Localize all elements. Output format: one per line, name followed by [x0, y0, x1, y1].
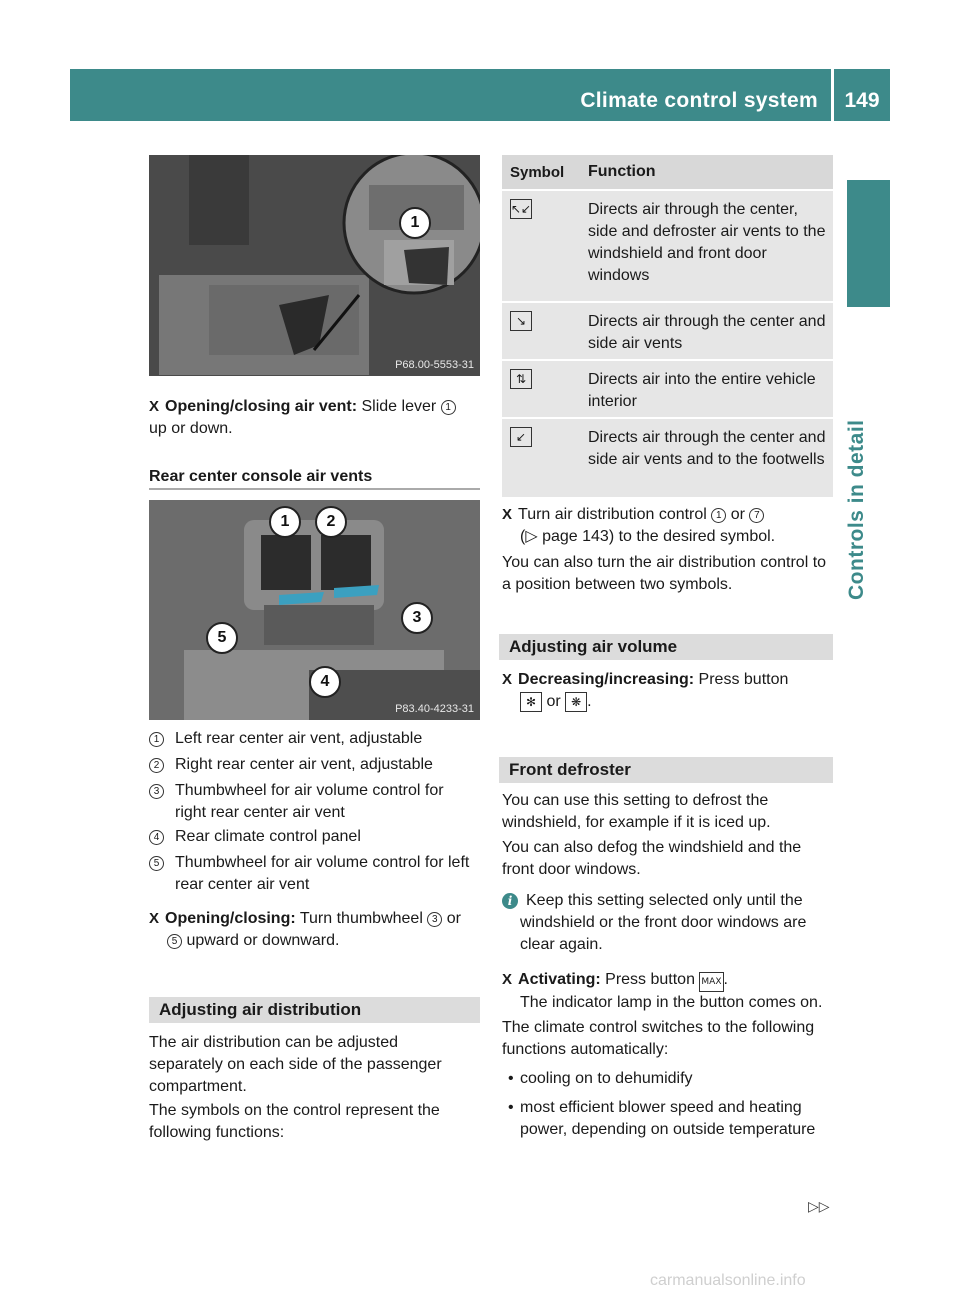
instruction-air-volume: X Decreasing/increasing: Press button ✻ or ❋ .: [502, 671, 789, 710]
instruction-text: Turn thumbwheel: [299, 910, 423, 927]
legend-number: 3: [149, 784, 164, 799]
instruction-arrow-icon: X: [502, 506, 513, 523]
table-cell-function: Directs air into the entire vehicle interior: [588, 371, 816, 410]
figure2-callout-2: 2: [315, 506, 347, 538]
table-cell-function: Directs air through the center and side air vents: [588, 313, 826, 352]
info-text: Keep this setting selected only until the windshield or the front door windows are clear again.: [520, 892, 807, 953]
instruction-or: or: [546, 693, 561, 710]
bullet-text: most efficient blower speed and heating power, depending on outside temperature: [520, 1099, 816, 1138]
list-item: [508, 1097, 833, 1138]
instruction-or: or: [730, 506, 745, 523]
legend-item: [149, 852, 480, 893]
header-bar: [70, 69, 890, 121]
instruction-text: Press button: [605, 971, 695, 988]
table-row: [502, 303, 833, 361]
defroster-para-1: You can use this setting to defrost the windshield, for example if it is iced up.: [502, 792, 771, 831]
defroster-para-2: You can also defog the windshield and the front door windows.: [502, 839, 802, 878]
legend-item: [149, 728, 480, 750]
instruction-turn-distribution: [502, 504, 833, 548]
bullet-icon: •: [508, 1099, 514, 1116]
instruction-label: Opening/closing air vent:: [165, 398, 358, 415]
ref-number: 1: [711, 508, 726, 523]
legend-number: 2: [149, 758, 164, 773]
table-cell-function: Directs air through the center and side air vents and to the footwells: [588, 429, 826, 468]
fan-increase-icon: ❋: [565, 692, 587, 712]
air-entire-symbol-icon: ⇅: [510, 369, 532, 389]
legend-text: Right rear center air vent, adjustable: [175, 756, 433, 773]
distribution-note: You can also turn the air distribution control to a position between two symbols.: [502, 554, 827, 593]
figure2-code: P83.40-4233-31: [395, 703, 474, 715]
figure-rear-console-vents: [149, 500, 480, 720]
legend-item: [149, 754, 480, 776]
instruction-text: Turn air distribution control: [518, 506, 707, 523]
page-reference: (▷ page 143) to the desired symbol.: [520, 528, 776, 545]
table-row: [502, 191, 833, 303]
instruction-arrow-icon: X: [149, 398, 160, 415]
instruction-text-end: up or down.: [149, 420, 233, 437]
instruction-result: The indicator lamp in the button comes on.: [520, 994, 823, 1011]
legend-text: Thumbwheel for air volume control for right rear center air vent: [175, 782, 444, 821]
ref-number: 1: [441, 400, 456, 415]
legend-item: [149, 780, 480, 821]
legend-item: [149, 826, 480, 848]
section-rule: [149, 488, 480, 490]
air-center-symbol-icon: ↘: [510, 311, 532, 331]
distribution-para-1: The air distribution can be adjusted separately on each side of the passenger compartment.: [149, 1034, 442, 1095]
watermark: carmanualsonline.info: [650, 1272, 806, 1289]
table-header-function: Function: [588, 163, 656, 180]
instruction-label: Opening/closing:: [165, 910, 296, 927]
defroster-switch-text: The climate control switches to the following functions automatically:: [502, 1019, 815, 1058]
side-tab-label: Controls in detail: [845, 419, 868, 600]
table-header-row: [502, 155, 833, 191]
figure1-callout-1: 1: [399, 207, 431, 239]
instruction-label: Decreasing/increasing:: [518, 671, 695, 688]
table-header-symbol: Symbol: [510, 163, 565, 181]
fan-decrease-icon: ✻: [520, 692, 542, 712]
table-cell-function: Directs air through the center, side and defroster air vents to the windshield and front door windows: [588, 201, 826, 284]
instruction-text: Slide lever: [361, 398, 437, 415]
instruction-open-close-vent: [149, 396, 480, 440]
section-heading-air-distribution: Adjusting air distribution: [149, 997, 480, 1023]
continue-arrows-icon: ▷▷: [808, 1198, 830, 1214]
figure2-callout-4: 4: [309, 666, 341, 698]
instruction-arrow-icon: X: [502, 971, 513, 988]
air-footwell-symbol-icon: ↙: [510, 427, 532, 447]
instruction-text: Press button: [698, 671, 789, 688]
figure2-callout-3: 3: [401, 602, 433, 634]
instruction-label: Activating:: [518, 971, 601, 988]
figure2-callout-5: 5: [206, 622, 238, 654]
figure1-code: P68.00-5553-31: [395, 359, 474, 371]
defrost-max-icon: MAX: [699, 972, 723, 992]
legend-number: 5: [149, 856, 164, 871]
bullet-text: cooling on to dehumidify: [520, 1070, 693, 1087]
defroster-info-note: [502, 890, 833, 953]
figure2-callout-1: 1: [269, 506, 301, 538]
instruction-arrow-icon: X: [149, 910, 160, 927]
instruction-or: or: [446, 910, 462, 927]
ref-number: 3: [427, 912, 442, 927]
list-item: [508, 1068, 833, 1090]
legend-number: 4: [149, 830, 164, 845]
symbol-function-table: [502, 155, 833, 499]
front-console-illustration: [149, 155, 480, 376]
section-heading-air-volume: Adjusting air volume: [499, 634, 833, 660]
section-heading-front-defroster: Front defroster: [499, 757, 833, 783]
instruction-text-end: upward or downward.: [186, 932, 340, 949]
section-heading-rear-vents: Rear center console air vents: [149, 468, 373, 485]
legend-text: Thumbwheel for air volume control for left rear center air vent: [175, 854, 470, 893]
page-title: Climate control system: [580, 89, 818, 112]
air-defrost-symbol-icon: ↖↙: [510, 199, 532, 219]
side-tab-marker: [847, 180, 890, 307]
page-number: 149: [844, 89, 880, 112]
figure-front-console-vent: [149, 155, 480, 376]
legend-text: Rear climate control panel: [175, 828, 361, 845]
instruction-activate-defroster: X Activating: Press button MAX . The indicator lamp in the button comes on.: [502, 971, 823, 1011]
ref-number: 5: [167, 934, 182, 949]
instruction-arrow-icon: X: [502, 671, 513, 688]
ref-number: 7: [749, 508, 764, 523]
table-row: [502, 419, 833, 499]
bullet-icon: •: [508, 1070, 514, 1087]
table-row: [502, 361, 833, 419]
instruction-open-close-thumbwheel: [149, 908, 480, 952]
info-icon: i: [502, 893, 518, 909]
legend-text: Left rear center air vent, adjustable: [175, 730, 423, 747]
legend-number: 1: [149, 732, 164, 747]
distribution-para-2: The symbols on the control represent the following functions:: [149, 1102, 440, 1141]
